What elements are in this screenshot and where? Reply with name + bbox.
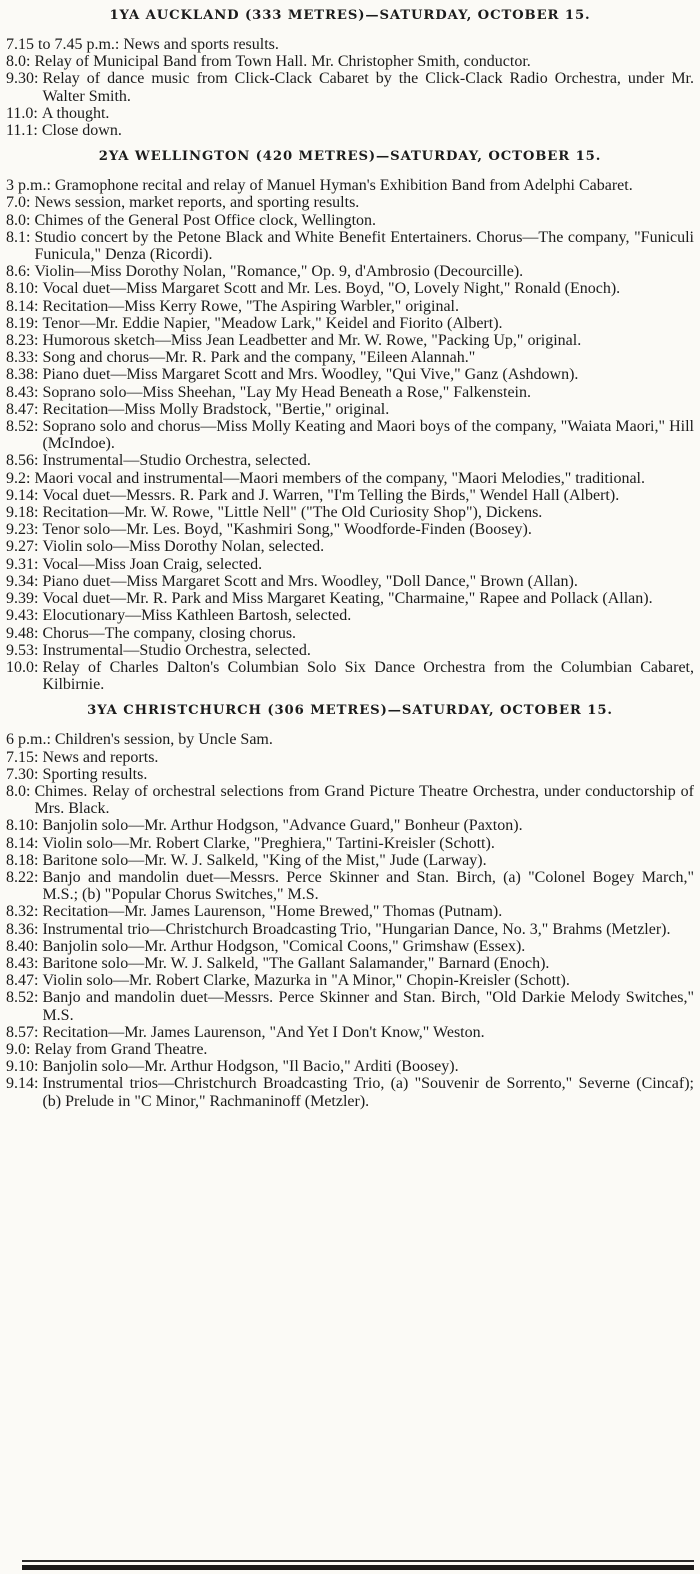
programme-entry — [6, 731, 694, 748]
entry-time: 8.47: — [6, 400, 39, 418]
entry-time: 8.10: — [6, 817, 39, 835]
entry-time: 8.32: — [6, 903, 39, 921]
entry-time: 8.43: — [6, 383, 39, 401]
entry-time: 8.57: — [6, 1023, 39, 1041]
entry-time: 8.19: — [6, 314, 39, 332]
entry-time: 8.14: — [6, 297, 39, 315]
programme-entry — [6, 852, 694, 869]
entry-text: Chimes. Relay of orchestral selections from Grand Picture Theatre Orchestra, under conductorship of Mrs. Black. — [34, 782, 694, 818]
programme-entry — [6, 177, 694, 194]
entry-text: Relay of Charles Dalton's Columbian Solo Six Dance Orchestra from the Columbian Cabaret, Kilbirnie. — [42, 658, 694, 694]
entry-time: 9.14: — [6, 486, 39, 504]
entry-text: Tenor solo—Mr. Les. Boyd, "Kashmiri Song," Woodforde-Finden (Boosey). — [42, 521, 532, 539]
station-heading: 1YA AUCKLAND (333 METRES)—SATURDAY, OCTOBER 15. — [109, 8, 591, 23]
programme-entry — [6, 642, 694, 659]
station-1ya-auckland — [6, 0, 694, 139]
programme-list — [6, 36, 694, 139]
programme-entry — [6, 452, 694, 469]
entry-text: Maori vocal and instrumental—Maori members of the company, "Maori Melodies," traditional. — [34, 469, 645, 487]
entry-text: Vocal duet—Miss Margaret Scott and Mr. Les. Boyd, "O, Lovely Night," Ronald (Enoch). — [42, 280, 621, 298]
programme-entry — [6, 1075, 694, 1109]
programme-entry — [6, 749, 694, 766]
entry-text: Violin—Miss Dorothy Nolan, "Romance," Op. 9, d'Ambrosio (Decourcille). — [34, 263, 524, 281]
entry-text: Violin solo—Mr. Robert Clarke, Mazurka in "A Minor," Chopin-Kreisler (Schott). — [42, 972, 570, 990]
programme-entry — [6, 625, 694, 642]
programme-entry — [6, 590, 694, 607]
entry-text: Banjolin solo—Mr. Arthur Hodgson, "Il Bacio," Arditi (Boosey). — [42, 1058, 459, 1076]
programme-entry — [6, 105, 694, 122]
programme-entry — [6, 766, 694, 783]
entry-text: Recitation—Mr. James Laurenson, "And Yet I Don't Know," Weston. — [42, 1023, 485, 1041]
programme-list — [6, 177, 694, 693]
entry-time: 8.22: — [6, 868, 39, 886]
entry-text: Children's session, by Uncle Sam. — [54, 731, 273, 749]
programme-entry — [6, 972, 694, 989]
programme-entry — [6, 229, 694, 263]
entry-text: Recitation—Mr. W. Rowe, "Little Nell" ("The Old Curiosity Shop"), Dickens. — [42, 504, 543, 522]
programme-entry — [6, 573, 694, 590]
entry-time: 8.40: — [6, 937, 39, 955]
entry-time: 9.53: — [6, 641, 39, 659]
entry-time: 7.15 to 7.45 p.m.: — [6, 36, 120, 53]
entry-text: Chimes of the General Post Office clock, Wellington. — [34, 211, 377, 229]
entry-time: 3 p.m.: — [6, 177, 51, 195]
entry-text: Piano duet—Miss Margaret Scott and Mrs. Woodley, "Qui Vive," Ganz (Ashdown). — [42, 366, 579, 384]
entry-time: 9.23: — [6, 521, 39, 539]
programme-entry — [6, 521, 694, 538]
programme-entry — [6, 903, 694, 920]
entry-time: 9.0: — [6, 1040, 31, 1058]
programme-entry — [6, 212, 694, 229]
entry-time: 9.34: — [6, 572, 39, 590]
programme-entry — [6, 366, 694, 383]
entry-time: 7.30: — [6, 765, 39, 783]
entry-text: News and sports results. — [123, 36, 279, 53]
entry-time: 8.10: — [6, 280, 39, 298]
entry-time: 9.10: — [6, 1058, 39, 1076]
entry-time: 8.47: — [6, 972, 39, 990]
programme-list — [6, 731, 694, 1109]
programme-entry — [6, 1024, 694, 1041]
entry-time: 8.52: — [6, 989, 39, 1007]
entry-text: Banjo and mandolin duet—Messrs. Perce Skinner and Stan. Birch, "Old Darkie Melody Switches," M.S. — [42, 989, 694, 1024]
entry-text: Recitation—Miss Kerry Rowe, "The Aspiring Warbler," original. — [42, 297, 459, 315]
entry-text: Vocal duet—Messrs. R. Park and J. Warren, "I'm Telling the Birds," Wendel Hall (Albert). — [42, 486, 620, 504]
entry-time: 9.14: — [6, 1075, 39, 1093]
entry-text: Banjolin solo—Mr. Arthur Hodgson, "Advance Guard," Bonheur (Paxton). — [42, 817, 523, 835]
entry-time: 9.27: — [6, 538, 39, 556]
entry-time: 7.15: — [6, 748, 39, 766]
programme-entry — [6, 504, 694, 521]
entry-time: 8.43: — [6, 954, 39, 972]
programme-entry — [6, 1058, 694, 1075]
programme-entry — [6, 1041, 694, 1058]
programme-entry — [6, 332, 694, 349]
entry-text: Studio concert by the Petone Black and White Benefit Entertainers. Chorus—The company, "Funiculi Funicula," Denza (Ricordi). — [34, 228, 694, 264]
footer-rule-thin — [22, 1560, 694, 1562]
entry-text: Tenor—Mr. Eddie Napier, "Meadow Lark," Keidel and Fiorito (Albert). — [42, 314, 503, 332]
programme-entry — [6, 70, 694, 104]
footer-rule-thick — [22, 1565, 694, 1570]
entry-text: Banjo and mandolin duet—Messrs. Perce Skinner and Stan. Birch, (a) "Colonel Bogey March," M.S.; (b) "Popular Chorus Switches," M.S. — [42, 868, 694, 904]
entry-text: Recitation—Miss Molly Bradstock, "Bertie," original. — [42, 400, 390, 418]
programme-entry — [6, 659, 694, 693]
entry-text: Soprano solo—Miss Sheehan, "Lay My Head Beneath a Rose," Falkenstein. — [42, 383, 531, 401]
entry-time: 8.1: — [6, 228, 31, 246]
entry-time: 8.18: — [6, 851, 39, 869]
entry-text: Violin solo—Mr. Robert Clarke, "Preghiera," Tartini-Kreisler (Schott). — [42, 834, 495, 852]
entry-text: Piano duet—Miss Margaret Scott and Mrs. Woodley, "Doll Dance," Brown (Allan). — [42, 572, 578, 590]
programme-entry — [6, 401, 694, 418]
programme-entry — [6, 835, 694, 852]
entry-text: Violin solo—Miss Dorothy Nolan, selected. — [42, 538, 325, 556]
entry-text: Relay of dance music from Click-Clack Cabaret by the Click-Clack Radio Orchestra, under Mr. Walter Smith. — [42, 70, 694, 105]
entry-text: Chorus—The company, closing chorus. — [42, 624, 297, 642]
entry-text: Sporting results. — [42, 765, 148, 783]
entry-text: News session, market reports, and sporting results. — [34, 194, 360, 212]
entry-text: Recitation—Mr. James Laurenson, "Home Brewed," Thomas (Putnam). — [42, 903, 503, 921]
station-heading: 2YA WELLINGTON (420 METRES)—SATURDAY, OCTOBER 15. — [98, 149, 602, 165]
entry-text: Elocutionary—Miss Kathleen Bartosh, selected. — [42, 607, 352, 625]
entry-text: Humorous sketch—Miss Jean Leadbetter and Mr. W. Rowe, "Packing Up," original. — [42, 332, 582, 350]
programme-entry — [6, 194, 694, 211]
entry-time: 8.36: — [6, 920, 39, 938]
programme-entry — [6, 298, 694, 315]
station-heading: 3YA CHRISTCHURCH (306 METRES)—SATURDAY, OCTOBER 15. — [87, 703, 613, 719]
entry-text: Baritone solo—Mr. W. J. Salkeld, "The Gallant Salamander," Barnard (Enoch). — [42, 954, 550, 972]
programme-entry — [6, 607, 694, 624]
entry-time: 8.56: — [6, 452, 39, 470]
programme-entry — [6, 989, 694, 1023]
programme-entry — [6, 487, 694, 504]
programme-entry — [6, 263, 694, 280]
entry-text: News and reports. — [42, 748, 159, 766]
entry-text: Close down. — [41, 122, 122, 140]
entry-time: 8.6: — [6, 263, 31, 281]
entry-text: Instrumental—Studio Orchestra, selected. — [42, 641, 311, 659]
programme-entry — [6, 921, 694, 938]
entry-time: 9.31: — [6, 555, 39, 573]
entry-time: 8.23: — [6, 332, 39, 350]
entry-time: 11.0: — [6, 104, 38, 122]
entry-time: 8.0: — [6, 211, 31, 229]
entry-text: Baritone solo—Mr. W. J. Salkeld, "King of the Mist," Jude (Larway). — [42, 851, 487, 869]
entry-text: Instrumental trio—Christchurch Broadcasting Trio, "Hungarian Dance, No. 3," Brahms (Metzler). — [42, 920, 671, 938]
entry-text: Banjolin solo—Mr. Arthur Hodgson, "Comical Coons," Grimshaw (Essex). — [42, 937, 526, 955]
programme-entry — [6, 470, 694, 487]
programme-entry — [6, 955, 694, 972]
programme-entry — [6, 53, 694, 70]
station-3ya-christchurch — [6, 693, 694, 1109]
entry-time: 7.0: — [6, 194, 31, 212]
entry-time: 8.52: — [6, 418, 39, 436]
entry-text: Instrumental—Studio Orchestra, selected. — [42, 452, 311, 470]
entry-text: Vocal—Miss Joan Craig, selected. — [42, 555, 263, 573]
programme-entry — [6, 538, 694, 555]
programme-entry — [6, 280, 694, 297]
entry-text: Song and chorus—Mr. R. Park and the company, "Eileen Alannah." — [42, 349, 476, 367]
programme-entry — [6, 349, 694, 366]
programme-entry — [6, 783, 694, 817]
entry-time: 8.0: — [6, 53, 31, 71]
programme-entry — [6, 817, 694, 834]
entry-time: 9.43: — [6, 607, 39, 625]
entry-time: 9.48: — [6, 624, 39, 642]
entry-text: Gramophone recital and relay of Manuel Hyman's Exhibition Band from Adelphi Cabaret. — [54, 177, 633, 195]
programme-entry — [6, 384, 694, 401]
entry-text: Relay from Grand Theatre. — [34, 1040, 208, 1058]
entry-time: 8.0: — [6, 782, 31, 800]
entry-time: 6 p.m.: — [6, 731, 51, 749]
entry-time: 9.2: — [6, 469, 31, 487]
entry-time: 11.1: — [6, 122, 38, 140]
entry-time: 8.38: — [6, 366, 39, 384]
station-2ya-wellington — [6, 139, 694, 693]
entry-text: A thought. — [41, 104, 110, 122]
entry-time: 9.30: — [6, 70, 39, 88]
programme-entry — [6, 418, 694, 452]
entry-time: 10.0: — [6, 658, 39, 676]
programme-entry — [6, 315, 694, 332]
programme-entry — [6, 869, 694, 903]
programme-entry — [6, 556, 694, 573]
entry-text: Instrumental trios—Christchurch Broadcasting Trio, (a) "Souvenir de Sorrento," Severne (Cincaf); (b) Prelude in "C Minor," Rachmaninoff (Metzler). — [42, 1075, 694, 1110]
entry-time: 9.18: — [6, 504, 39, 522]
entry-text: Vocal duet—Mr. R. Park and Miss Margaret Keating, "Charmaine," Rapee and Pollack (Allan). — [42, 590, 653, 608]
programme-entry — [6, 122, 694, 139]
entry-time: 8.14: — [6, 834, 39, 852]
programme-entry — [6, 36, 694, 53]
entry-text: Relay of Municipal Band from Town Hall. Mr. Christopher Smith, conductor. — [34, 53, 531, 71]
entry-time: 9.39: — [6, 590, 39, 608]
entry-time: 8.33: — [6, 349, 39, 367]
entry-text: Soprano solo and chorus—Miss Molly Keating and Maori boys of the company, "Waiata Maori," Hill (McIndoe). — [42, 418, 694, 453]
programme-entry — [6, 938, 694, 955]
